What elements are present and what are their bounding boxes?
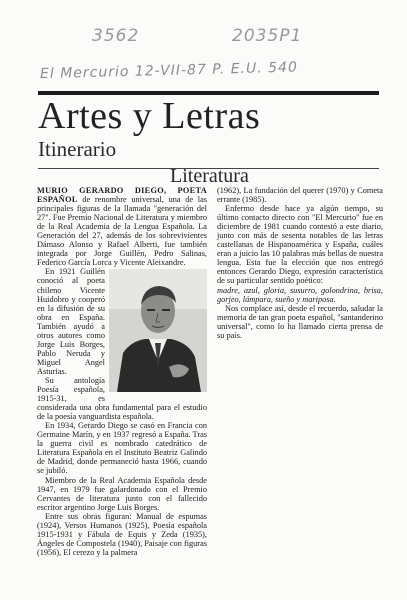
portrait-image xyxy=(109,269,207,392)
category-label: Literatura xyxy=(170,165,249,187)
section-title: Artes y Letras xyxy=(38,95,261,137)
article-paragraph: Enfermo desde hace ya algún tiempo, su último contacto directo con "El Mercurio" fue en diciembre de 1981 cuando contestó a este diario, junto con más de sesenta notables de las letras castellanas de Hispanoamérica y España, cuáles eran a juicio las 10 palabras más bellas de nuestra lengua. Esta fue la elección que nos entregó entonces Gerardo Diego, expresión característica de su particular sentido poético: xyxy=(217,204,383,286)
article-paragraph: En 1921 Guillén conoció al poeta chileno Vicente Huidobro y cooperó en la difusión de su obra en España. También ayudó a otros autores como Jorge Luis Borges, Pablo Neruda y Miguel Angel Asturias. xyxy=(37,267,105,376)
article-paragraph: En 1934, Gerardo Diego se casó en Francia con Germaine Marín, y en 1937 regresó a España. Tras la guerra civil es nombrado catedrático de Literatura Española en el Instituto Beatriz Galindo de Madrid, donde permaneció hasta 1966, cuando se jubiló. xyxy=(37,421,207,476)
author-photo xyxy=(109,269,207,392)
article-column-left xyxy=(37,186,207,557)
article-paragraph: (1962), La fundación del querer (1970) y Cometa errante (1985). xyxy=(217,186,383,205)
article-paragraph: Miembro de la Real Academia Española desde 1947, en 1979 fue galardonado con el Premio Cervantes de literatura junto con el fallecido escritor argentino Jorge Luis Borges. xyxy=(37,475,207,512)
article-lead: MURIO GERARDO DIEGO, POETA ESPAÑOL xyxy=(37,186,207,205)
article-paragraph: Entre sus obras figuran: Manual de espumas (1924), Versos Humanos (1925), Poesía española 1915-1931 y Fábula de Equis y Zeda (1935), Ángeles de Compostela (1940), Paisaje con figuras (1956), El cerezo y la palmera xyxy=(37,511,207,557)
article-paragraph: Su antología Poesía española, 1915-31, es considerada una obra fundamental para el estudio de la poesía vanguardista española. xyxy=(37,375,207,422)
article-column-right xyxy=(217,186,383,340)
beautiful-words-list: madre, azul, gloria, susurro, golondrina, brisa, gorjeo, lámpara, sueño y mariposa. xyxy=(217,285,383,304)
pencil-annotation-right: 2035P1 xyxy=(232,26,303,46)
article-lead-text: de renombre universal, una de las principales figuras de la llamada "generación del 27". Fue Premio Nacional de Literatura y miembro de la Real Academia de la Lengua Española. La Generación del 27, además de los sobrevivientes Dámaso Alonso y Rafael Alberti, fue también integrada por Jorge Guillén, Pedro Salinas, Federico García Lorca y Vicente Aleixandre. xyxy=(37,195,207,268)
section-subtitle: Itinerario xyxy=(38,137,117,161)
article-paragraph xyxy=(37,186,207,267)
source-stamp: El Mercurio 12-VII-87 P. E.U. 540 xyxy=(39,59,299,83)
article-paragraph: Nos complace así, desde el recuerdo, saludar la memoria de tan gran poeta español, "santanderino universal", como lo ha llamado cierta prensa de su país. xyxy=(217,303,383,340)
pencil-annotation-left: 3562 xyxy=(92,26,140,46)
